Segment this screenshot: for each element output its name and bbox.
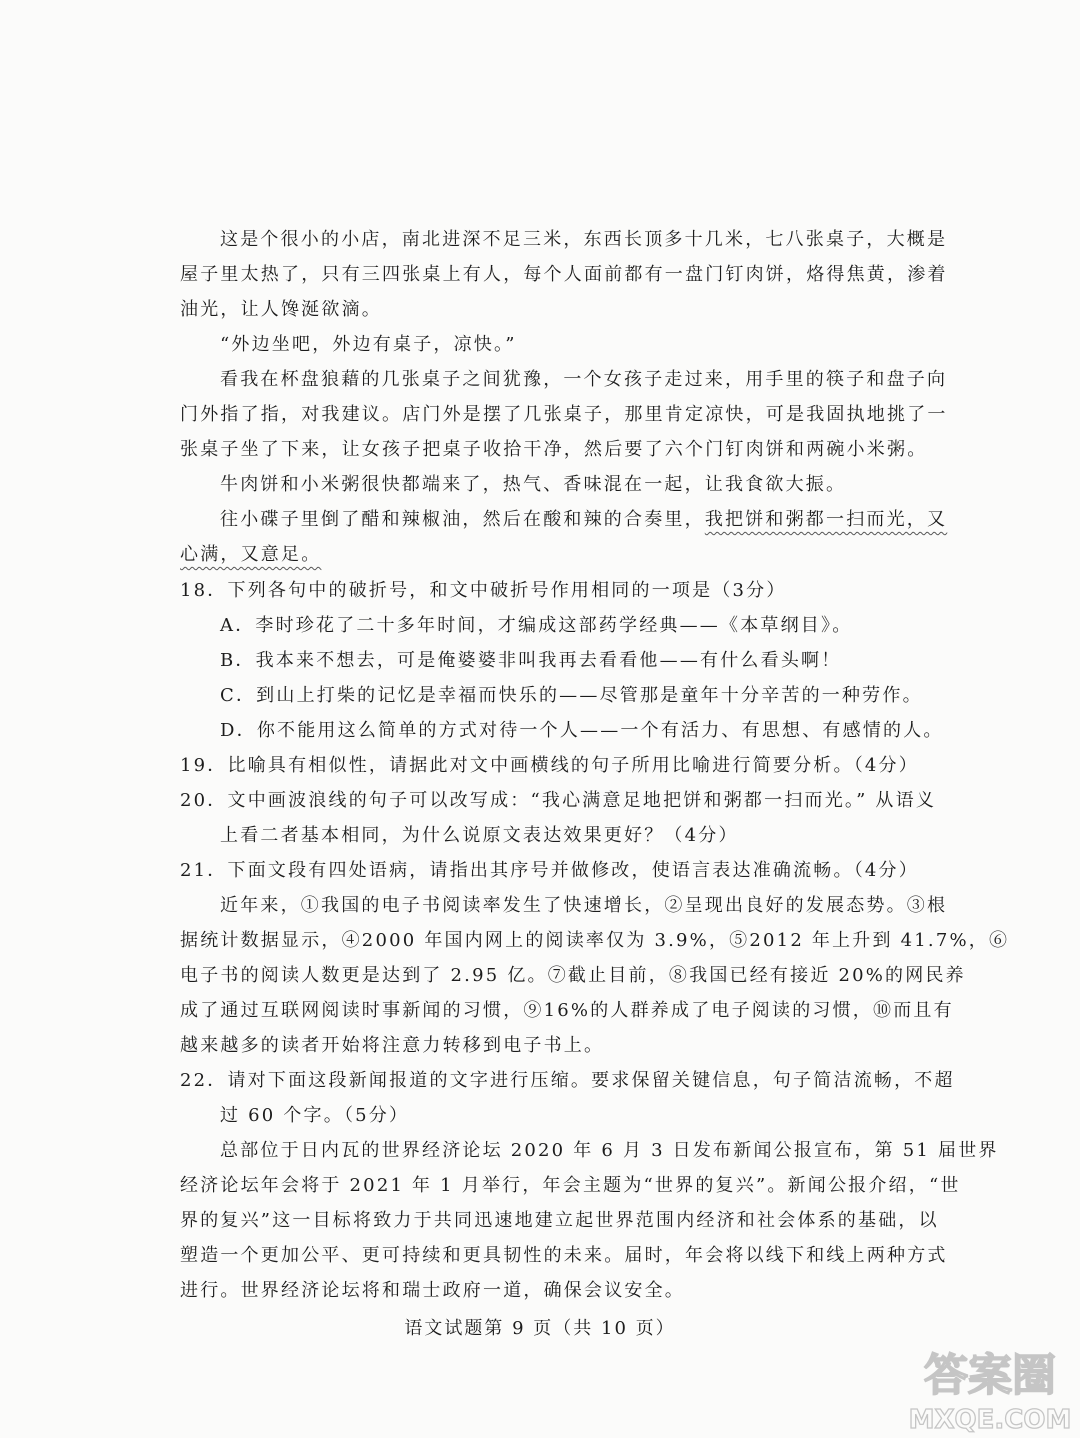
question-21-text: 电子书的阅读人数更是达到了 2.95 亿。⑦截止目前，⑧我国已经有接近 20%的网民养 — [180, 965, 966, 986]
passage-text: 往小碟子里倒了醋和辣椒油，然后在酸和辣的合奏里， — [220, 509, 705, 530]
question-19-stem: 19．比喻具有相似性，请据此对文中画横线的句子所用比喻进行简要分析。（4分） — [180, 755, 919, 776]
passage-line — [220, 507, 947, 533]
watermark-logo — [905, 1340, 1075, 1436]
question-18-stem: 18．下列各句中的破折号，和文中破折号作用相同的一项是（3分） — [180, 580, 787, 601]
passage-line: 屋子里太热了，只有三四张桌上有人，每个人面前都有一盘门钉肉饼，烙得焦黄，渗着 — [180, 264, 948, 285]
option-a: A．李时珍花了二十多年时间，才编成这部药学经典——《本草纲目》。 — [220, 615, 853, 636]
question-21-text: 越来越多的读者开始将注意力转移到电子书上。 — [180, 1035, 605, 1056]
question-22-stem-cont: 过 60 个字。（5分） — [220, 1105, 410, 1126]
watermark-url-text: MXQE.COM — [908, 1405, 1072, 1435]
question-21-text: 近年来，①我国的电子书阅读率发生了快速增长，②呈现出良好的发展态势。③根 — [220, 895, 948, 916]
passage-line: 这是个很小的小店，南北进深不足三米，东西长顶多十几米，七八张桌子，大概是 — [220, 229, 948, 250]
question-20-stem-cont: 上看二者基本相同，为什么说原文表达效果更好？（4分） — [220, 825, 739, 846]
wavy-underlined-sentence: 我把饼和粥都一扫而光，又 — [704, 509, 948, 530]
page-footer: 语文试题第 9 页（共 10 页） — [404, 1318, 676, 1339]
question-21-stem: 21．下面文段有四处语病，请指出其序号并做修改，使语言表达准确流畅。（4分） — [180, 860, 919, 881]
question-20-stem: 20．文中画波浪线的句子可以改写成：“我心满意足地把饼和粥都一扫而光。” 从语义 — [180, 790, 937, 811]
question-22-stem: 22．请对下面这段新闻报道的文字进行压缩。要求保留关键信息，句子简洁流畅，不超 — [180, 1070, 955, 1091]
option-c: C．到山上打柴的记忆是幸福而快乐的——尽管那是童年十分辛苦的一种劳作。 — [220, 685, 923, 706]
question-22-text: 塑造一个更加公平、更可持续和更具韧性的未来。届时，年会将以线下和线上两种方式 — [180, 1245, 948, 1266]
question-21-text: 据统计数据显示，④2000 年国内网上的阅读率仅为 3.9%，⑤2012 年上升到 41.7%，⑥ — [180, 930, 1010, 951]
passage-line: 牛肉饼和小米粥很快都端来了，热气、香味混在一起，让我食欲大振。 — [220, 474, 847, 495]
question-22-text: 进行。世界经济论坛将和瑞士政府一道，确保会议安全。 — [180, 1280, 685, 1301]
question-22-text: 总部位于日内瓦的世界经济论坛 2020 年 6 月 3 日发布新闻公报宣布，第 51 届世界 — [220, 1140, 999, 1161]
question-22-text: 界的复兴”这一目标将致力于共同迅速地建立起世界范围内经济和社会体系的基础，以 — [180, 1210, 939, 1231]
passage-line: 油光，让人馋涎欲滴。 — [180, 299, 382, 320]
passage-line: 看我在杯盘狼藉的几张桌子之间犹豫，一个女孩子走过来，用手里的筷子和盘子向 — [220, 369, 948, 390]
passage-line: 门外指了指，对我建议。店门外是摆了几张桌子，那里肯定凉快，可是我固执地挑了一 — [180, 404, 948, 425]
passage-line — [180, 542, 321, 568]
watermark-main-text: 答案圈 — [924, 1350, 1056, 1401]
option-d: D．你不能用这么简单的方式对待一个人——一个有活力、有思想、有感情的人。 — [220, 720, 944, 741]
wavy-underlined-sentence: 心满，又意足。 — [180, 544, 322, 565]
option-b: B．我本来不想去，可是俺婆婆非叫我再去看看他——有什么看头啊！ — [220, 650, 842, 671]
passage-line: 张桌子坐了下来，让女孩子把桌子收拾干净，然后要了六个门钉肉饼和两碗小米粥。 — [180, 439, 928, 460]
question-21-text: 成了通过互联网阅读时事新闻的习惯，⑨16%的人群养成了电子阅读的习惯，⑩而且有 — [180, 1000, 954, 1021]
passage-line: “外边坐吧，外边有桌子，凉快。” — [220, 334, 517, 355]
question-22-text: 经济论坛年会将于 2021 年 1 月举行，年会主题为“世界的复兴”。新闻公报介绍，“世 — [180, 1175, 961, 1196]
